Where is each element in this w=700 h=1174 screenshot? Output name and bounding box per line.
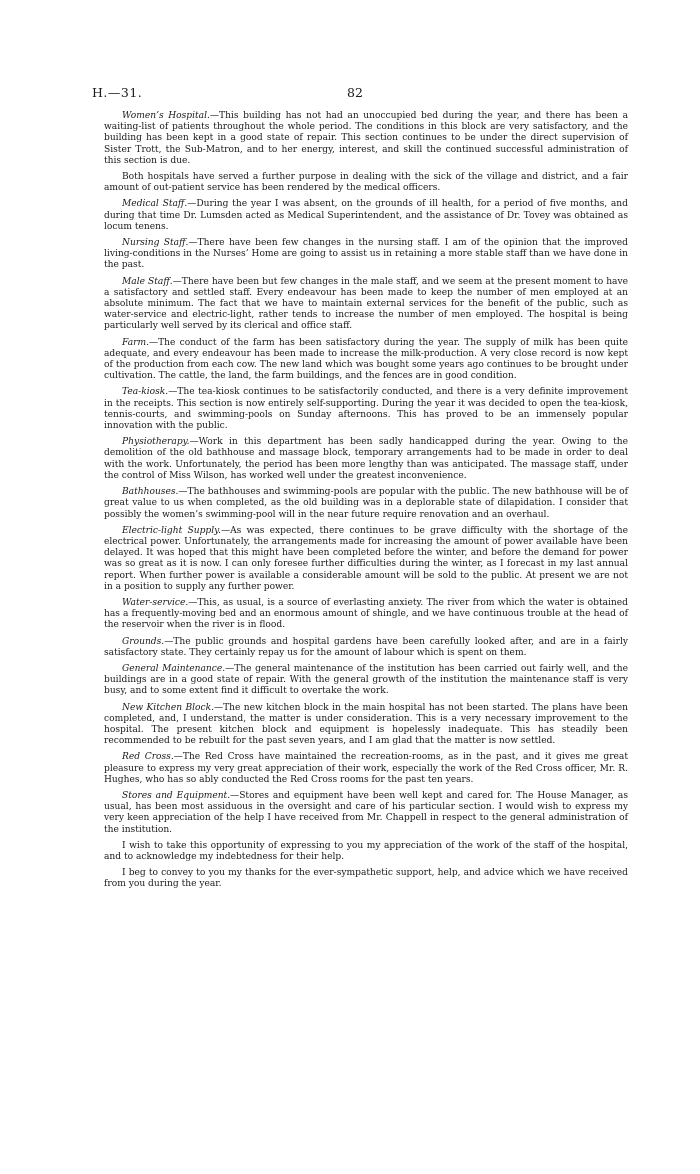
document-page: [72, 85, 628, 896]
paragraph-text: —As was expected, there continues to be grave difficulty with the shortage of the electrical power. Unfortunately, the arrangements made for increasing the amount of power available have been delayed. It was hoped that this might have been completed before the winter, and before the demand for power was so great as it is now. I can only foresee further difficulties during the winter, as I forecast in my last annual report. When further power is available a considerable amount will be sold to the public. At present we are not in a position to supply any further power.: [104, 525, 629, 592]
paragraph-text: —There have been few changes in the nursing staff. I am of the opinion that the improved living-conditions in the Nurses’ Home are going to assist us in retaining a more stable staff than we have done in the past.: [104, 238, 628, 271]
page-header: [72, 85, 628, 107]
paragraph-nursing-staff: [104, 238, 628, 272]
paragraph-heading: Nursing Staff.: [122, 238, 189, 249]
paragraph-medical-staff: [104, 199, 628, 233]
paragraph-physiotherapy: [104, 437, 628, 482]
paragraph-heading: Male Staff.: [122, 276, 173, 287]
document-body: [104, 111, 628, 891]
paragraph-male-staff: [104, 277, 628, 333]
paragraph-text: I beg to convey to you my thanks for the ever-sympathetic support, help, and advice which we have received from you during the year.: [104, 868, 628, 890]
paragraph-bathhouses: [104, 487, 628, 521]
paragraph-text: —The Red Cross have maintained the recreation-rooms, as in the past, and it gives me great pleasure to express my very great appreciation of their work, especially the work of the Red Cross officer, Mr. R. Hughes, who has so ably conducted the Red Cross rooms for the past ten years.: [104, 752, 628, 785]
paragraph-heading: Stores and Equipment.: [122, 790, 231, 801]
paragraph-text: —The bathhouses and swimming-pools are popular with the public. The new bathhouse will be of great value to us when completed, as the old building was in a deplorable state of dilapidation. I consider that possibly the women’s swimming-pool will in the near future require renovation and an overhaul.: [104, 487, 628, 520]
paragraph-womens-hospital: [104, 111, 628, 167]
paragraph-heading: Tea-kiosk.: [122, 387, 169, 398]
paragraph-text: —Work in this department has been sadly handicapped during the year. Owing to the demolition of the old bathhouse and massage block, temporary arrangements had to be made in order to deal with the work. Unfortunately, the period has been more lengthy than was anticipated. The massage staff, under the control of Miss Wilson, has worked well under the greatest inconvenience.: [104, 437, 628, 481]
paragraph-heading: Bathhouses.: [122, 487, 179, 498]
paragraph-stores-and-equipment: [104, 791, 628, 836]
paragraph-new-kitchen-block: [104, 703, 628, 748]
paragraph-grounds: [104, 637, 628, 659]
paragraph-text: —The conduct of the farm has been satisfactory during the year. The supply of milk has been quite adequate, and every endeavour has been made to increase the milk-production. A very close record is now kept of the production from each cow. The new land which was bought some years ago continues to be brought under cultivation. The cattle, the land, the farm buildings, and the fences are in good condition.: [104, 337, 628, 382]
paragraph-heading: Farm.: [122, 337, 149, 348]
paragraph-staff-appreciation: [104, 841, 628, 863]
paragraph-heading: Grounds.: [122, 636, 165, 647]
paragraph-text: I wish to take this opportunity of expressing to you my appreciation of the work of the staff of the hospital, and to acknowledge my indebtedness for their help.: [104, 840, 628, 862]
paragraph-text: —This, as usual, is a source of everlasting anxiety. The river from which the water is obtained has a frequently-moving bed and an enormous amount of shingle, and we have continuous trouble at the head of the reservoir when the river is in flood.: [104, 597, 628, 631]
paragraph-farm: [104, 338, 628, 383]
paragraph-heading: New Kitchen Block.: [122, 702, 215, 713]
page-number: 82: [347, 85, 363, 100]
paragraph-heading: Physiotherapy.: [122, 437, 190, 448]
paragraph-text: —This building has not had an unoccupied bed during the year, and there has been a waiting-list of patients throughout the whole period. The conditions in this block are very satisfactory, and the building has been kept in a good state of repair. This section continues to be under the direct supervision of Sister Trott, the Sub-Matron, and to her energy, interest, and skill the continued successful administration of this section is due.: [104, 111, 629, 166]
paragraph-heading: Medical Staff.: [122, 199, 188, 210]
paragraph-closing-thanks: [104, 868, 628, 890]
paragraph-red-cross: [104, 752, 628, 786]
paragraph-heading: Electric-light Supply.: [122, 525, 221, 536]
paragraph-text: —The new kitchen block in the main hospital has not been started. The plans have been completed, and, I understand, the matter is under consideration. This is a very necessary improvement to the hospital. The present kitchen block and equipment is hopelessly inadequate. This has steadily been recommended to be rebuilt for the past seven years, and I am glad that the matter is now settled.: [104, 702, 628, 747]
paragraph-electric-light-supply: [104, 526, 628, 593]
paragraph-text: —There have been but few changes in the male staff, and we seem at the present moment to have a satisfactory and settled staff. Every endeavour has been made to keep the number of men employed at an absolute minimum. The fact that we have to maintain external services for the benefit of the public, such as water-service and electric-light, rather tends to increase the number of men employed. The hospital is being particularly well served by its clerical and office staff.: [104, 276, 628, 332]
paragraph-heading: Red Cross.: [122, 752, 174, 763]
paragraph-water-service: [104, 598, 628, 632]
paragraph-text: Both hospitals have served a further purpose in dealing with the sick of the village and district, and a fair amount of out-patient service has been rendered by the medical officers.: [104, 172, 628, 194]
paragraph-general-maintenance: [104, 664, 628, 698]
report-reference: H.—31.: [92, 85, 143, 100]
paragraph-text: —The public grounds and hospital gardens have been carefully looked after, and are in a fairly satisfactory state. They certainly repay us for the amount of labour which is spent on them.: [104, 636, 628, 658]
paragraph-heading: Women’s Hospital.: [122, 111, 210, 121]
paragraph-text: —The tea-kiosk continues to be satisfactorily conducted, and there is a very definite improvement in the receipts. This section is now entirely self-supporting. During the year it was decided to open the tea-kiosk, tennis-courts, and swimming-pools on Sunday afternoons. This has proved to be an immensely popular innovation with the public.: [104, 387, 628, 432]
paragraph-heading: Water-service.: [122, 597, 189, 608]
paragraph-heading: General Maintenance.: [122, 663, 226, 674]
paragraph-text: —During the year I was absent, on the grounds of ill health, for a period of five months, and during that time Dr. Lumsden acted as Medical Superintendent, and the assistance of Dr. Tovey was obtained as locum tenens.: [104, 199, 628, 232]
paragraph-text: —The general maintenance of the institution has been carried out fairly well, and the buildings are in a good state of repair. With the general growth of the institution the maintenance staff is very busy, and to some extent find it difficult to overtake the work.: [104, 663, 628, 697]
paragraph-text: —Stores and equipment have been well kept and cared for. The House Manager, as usual, has been most assiduous in the oversight and care of his particular section. I would wish to express my very keen appreciation of the help I have received from Mr. Chappell in respect to the general administration of the institution.: [104, 790, 628, 835]
paragraph-both-hospitals: [104, 172, 628, 194]
paragraph-tea-kiosk: [104, 387, 628, 432]
